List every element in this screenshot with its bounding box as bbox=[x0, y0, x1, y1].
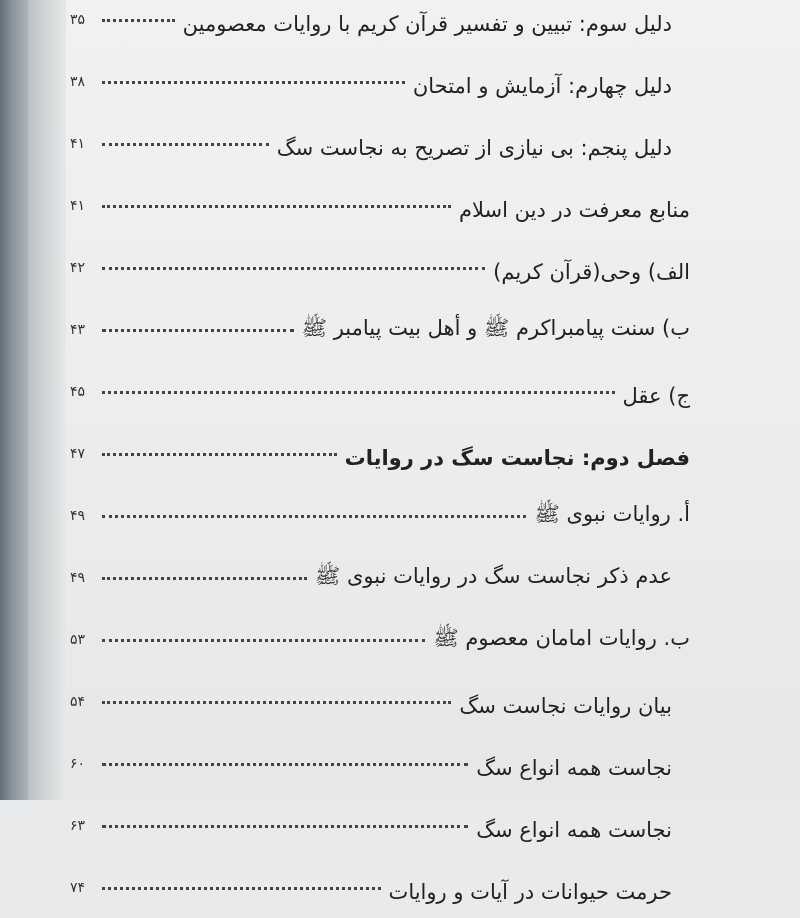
dot-leader bbox=[102, 515, 526, 518]
toc-entry-title: منابع معرفت در دین اسلام bbox=[459, 198, 690, 222]
toc-page-number: ۶۰ bbox=[70, 756, 86, 772]
dot-leader bbox=[102, 701, 451, 704]
toc-page-number: ۴۱ bbox=[70, 136, 86, 152]
toc-chapter-entry bbox=[70, 422, 690, 484]
toc-entry bbox=[70, 298, 690, 360]
dot-leader bbox=[102, 639, 425, 642]
toc-entry-title: نجاست همه انواع سگ bbox=[476, 818, 672, 842]
toc-chapter-title: فصل دوم: نجاست سگ در روایات bbox=[344, 446, 690, 470]
toc-entry bbox=[70, 174, 690, 236]
toc-entry bbox=[70, 856, 690, 918]
dot-leader bbox=[102, 143, 269, 146]
toc-entry bbox=[70, 484, 690, 546]
toc-entry-title: الف) وحی(قرآن کریم) bbox=[493, 260, 690, 284]
book-spine bbox=[0, 0, 28, 800]
toc-entry-title: ب. روایات امامان معصوم ﷺ bbox=[433, 626, 690, 650]
toc-entry bbox=[70, 360, 690, 422]
dot-leader bbox=[102, 763, 468, 766]
dot-leader bbox=[102, 205, 451, 208]
toc-entry-title: حرمت حیوانات در آیات و روایات bbox=[388, 880, 672, 904]
toc-page-number: ۵۴ bbox=[70, 694, 86, 710]
dot-leader bbox=[102, 453, 337, 456]
toc-entry-title: أ. روایات نبوی ﷺ bbox=[534, 502, 690, 526]
toc-page-number: ۷۴ bbox=[70, 880, 86, 896]
toc-entry-title: دلیل پنجم: بی نیازی از تصریح به نجاست سگ bbox=[276, 136, 672, 160]
toc-entry bbox=[70, 670, 690, 732]
toc-entry-title: نجاست همه انواع سگ bbox=[476, 756, 672, 780]
dot-leader bbox=[102, 825, 468, 828]
toc-page-number: ۴۹ bbox=[70, 508, 86, 524]
toc-entry-title: بیان روایات نجاست سگ bbox=[459, 694, 672, 718]
dot-leader bbox=[102, 81, 405, 84]
toc-page-number: ۴۳ bbox=[70, 322, 86, 338]
toc-page-number: ۴۱ bbox=[70, 198, 86, 214]
toc-entry bbox=[70, 50, 690, 112]
toc-entry-title: دلیل چهارم: آزمایش و امتحان bbox=[412, 74, 672, 98]
toc-page-number: ۳۸ bbox=[70, 74, 86, 90]
toc-page-number: ۳۵ bbox=[70, 12, 86, 28]
dot-leader bbox=[102, 19, 175, 22]
dot-leader bbox=[102, 577, 307, 580]
dot-leader bbox=[102, 887, 381, 890]
toc-entry bbox=[70, 732, 690, 794]
toc-page-number: ۴۷ bbox=[70, 446, 86, 462]
dot-leader bbox=[102, 329, 294, 332]
toc-entry bbox=[70, 0, 690, 50]
toc-entry-title: عدم ذکر نجاست سگ در روایات نبوی ﷺ bbox=[314, 564, 672, 588]
dot-leader bbox=[102, 391, 615, 394]
page-gutter-shadow bbox=[28, 0, 66, 800]
toc-entry bbox=[70, 236, 690, 298]
toc-page-number: ۴۹ bbox=[70, 570, 86, 586]
dot-leader bbox=[102, 267, 485, 270]
table-of-contents bbox=[70, 0, 690, 918]
toc-entry bbox=[70, 794, 690, 856]
toc-entry-title: ج) عقل bbox=[622, 384, 690, 408]
toc-entry bbox=[70, 608, 690, 670]
toc-page-number: ۴۵ bbox=[70, 384, 86, 400]
toc-entry bbox=[70, 112, 690, 174]
toc-entry bbox=[70, 546, 690, 608]
toc-page-number: ۵۳ bbox=[70, 632, 86, 648]
toc-page-number: ۶۳ bbox=[70, 818, 86, 834]
toc-page-number: ۴۲ bbox=[70, 260, 86, 276]
toc-entry-title: ب) سنت پیامبراکرم ﷺ و أهل بیت پیامبر ﷺ bbox=[301, 316, 690, 340]
toc-entry-title: دلیل سوم: تبیین و تفسیر قرآن کریم با روایات معصومین bbox=[182, 12, 672, 36]
